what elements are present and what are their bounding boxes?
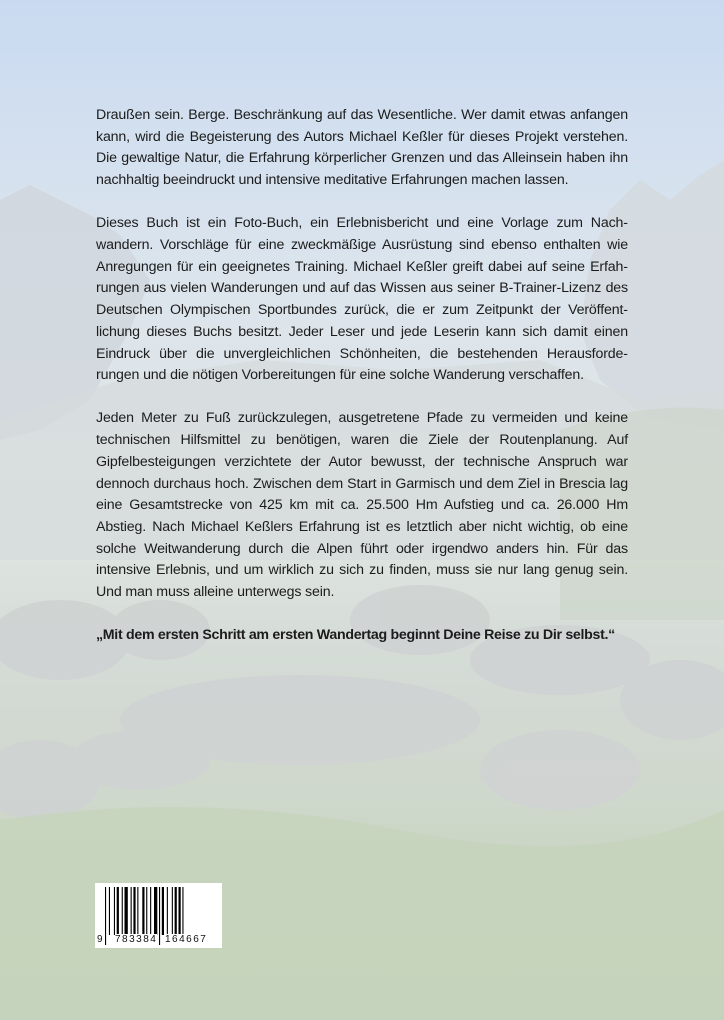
barcode-bar <box>131 887 132 935</box>
isbn-barcode <box>95 883 222 948</box>
quote: „Mit dem ersten Schritt am ersten Wandertag beginnt Deine Reise zu Dir selbst.“ <box>96 627 615 644</box>
barcode-bar <box>162 887 164 935</box>
barcode-bar <box>154 887 157 935</box>
barcode-bar <box>125 887 128 935</box>
back-cover-text <box>96 105 628 668</box>
barcode-bar <box>137 887 138 935</box>
barcode-bar <box>114 887 115 935</box>
barcode-bar <box>179 887 181 935</box>
barcode-bar <box>159 887 160 945</box>
blurb-paragraph-2: Dieses Buch ist ein Foto-Buch, ein Erlebnisbericht und eine Vorlage zum Nachwandern. Vorschläge für eine zweckmäßige Ausrüstung sind ebenso enthalten wie Anregungen für ein geeignetes Training. Michael Keßler greift dabei auf seine Erfahrungen aus vielen Wanderungen und auf das Wissen aus seiner B-Trainer-Lizenz des Deutschen Olympischen Sportbundes zurück, die er zum Zeitpunkt der Veröffentlichung dieses Buchs besitzt. Jeder Leser und jede Leserin kann sich damit einen Eindruck über die unvergleichlichen Schönheiten, die bestehenden Herausforderungen und die nötigen Vorbereitungen für eine solche Wanderung verschaffen. <box>96 215 628 384</box>
barcode-bar <box>175 887 177 935</box>
barcode-bar <box>167 887 168 935</box>
blurb-paragraph-3: Jeden Meter zu Fuß zurückzulegen, ausgetretene Pfade zu vermeiden und keine technischen Hilfsmittel zu benötigen, waren die Ziele der Routenplanung. Auf Gipfelbesteigungen verzichtete der Autor bewusst, der technische Anspruch war dennoch durchaus hoch. Zwischen dem Start in Garmisch und dem Ziel in Brescia lag eine Gesamtstrecke von 425 km mit ca. 25.500 Hm Aufstieg und ca. 26.000 Hm Abstieg. Nach Michael Keßlers Erfahrung ist es letztlich aber nicht wichtig, ob eine solche Weitwanderung durch die Alpen führt oder irgendwo anders hin. Für das intensive Erlebnis, und um wirklich zu sich zu finden, muss sie nur lang genug sein. Und man muss alleine unterwegs sein. <box>96 410 628 601</box>
barcode-bar <box>172 887 173 935</box>
barcode-bar <box>182 887 183 935</box>
barcode-bar <box>122 887 123 935</box>
barcode-bar <box>109 887 110 935</box>
barcode-bar <box>142 887 144 935</box>
barcode-digit-first: 9 <box>97 934 103 945</box>
barcode-bar <box>150 887 151 935</box>
barcode-bar <box>133 887 135 935</box>
barcode-digits-left: 783384 <box>115 934 158 945</box>
blurb-paragraph-1: Draußen sein. Berge. Beschränkung auf das Wesentliche. Wer damit etwas anfangen kann, wird die Begeisterung des Autors Michael Keßler für dieses Projekt verstehen. Die gewaltige Natur, die Erfahrung körperlicher Grenzen und das Alleinsein haben ihn nachhaltig beeindruckt und intensive meditative Erfahrungen machen lassen. <box>96 107 628 189</box>
barcode-bar <box>117 887 119 935</box>
barcode-bar <box>146 887 147 935</box>
barcode-bar <box>105 887 106 945</box>
barcode-digits-right: 164667 <box>165 934 208 945</box>
